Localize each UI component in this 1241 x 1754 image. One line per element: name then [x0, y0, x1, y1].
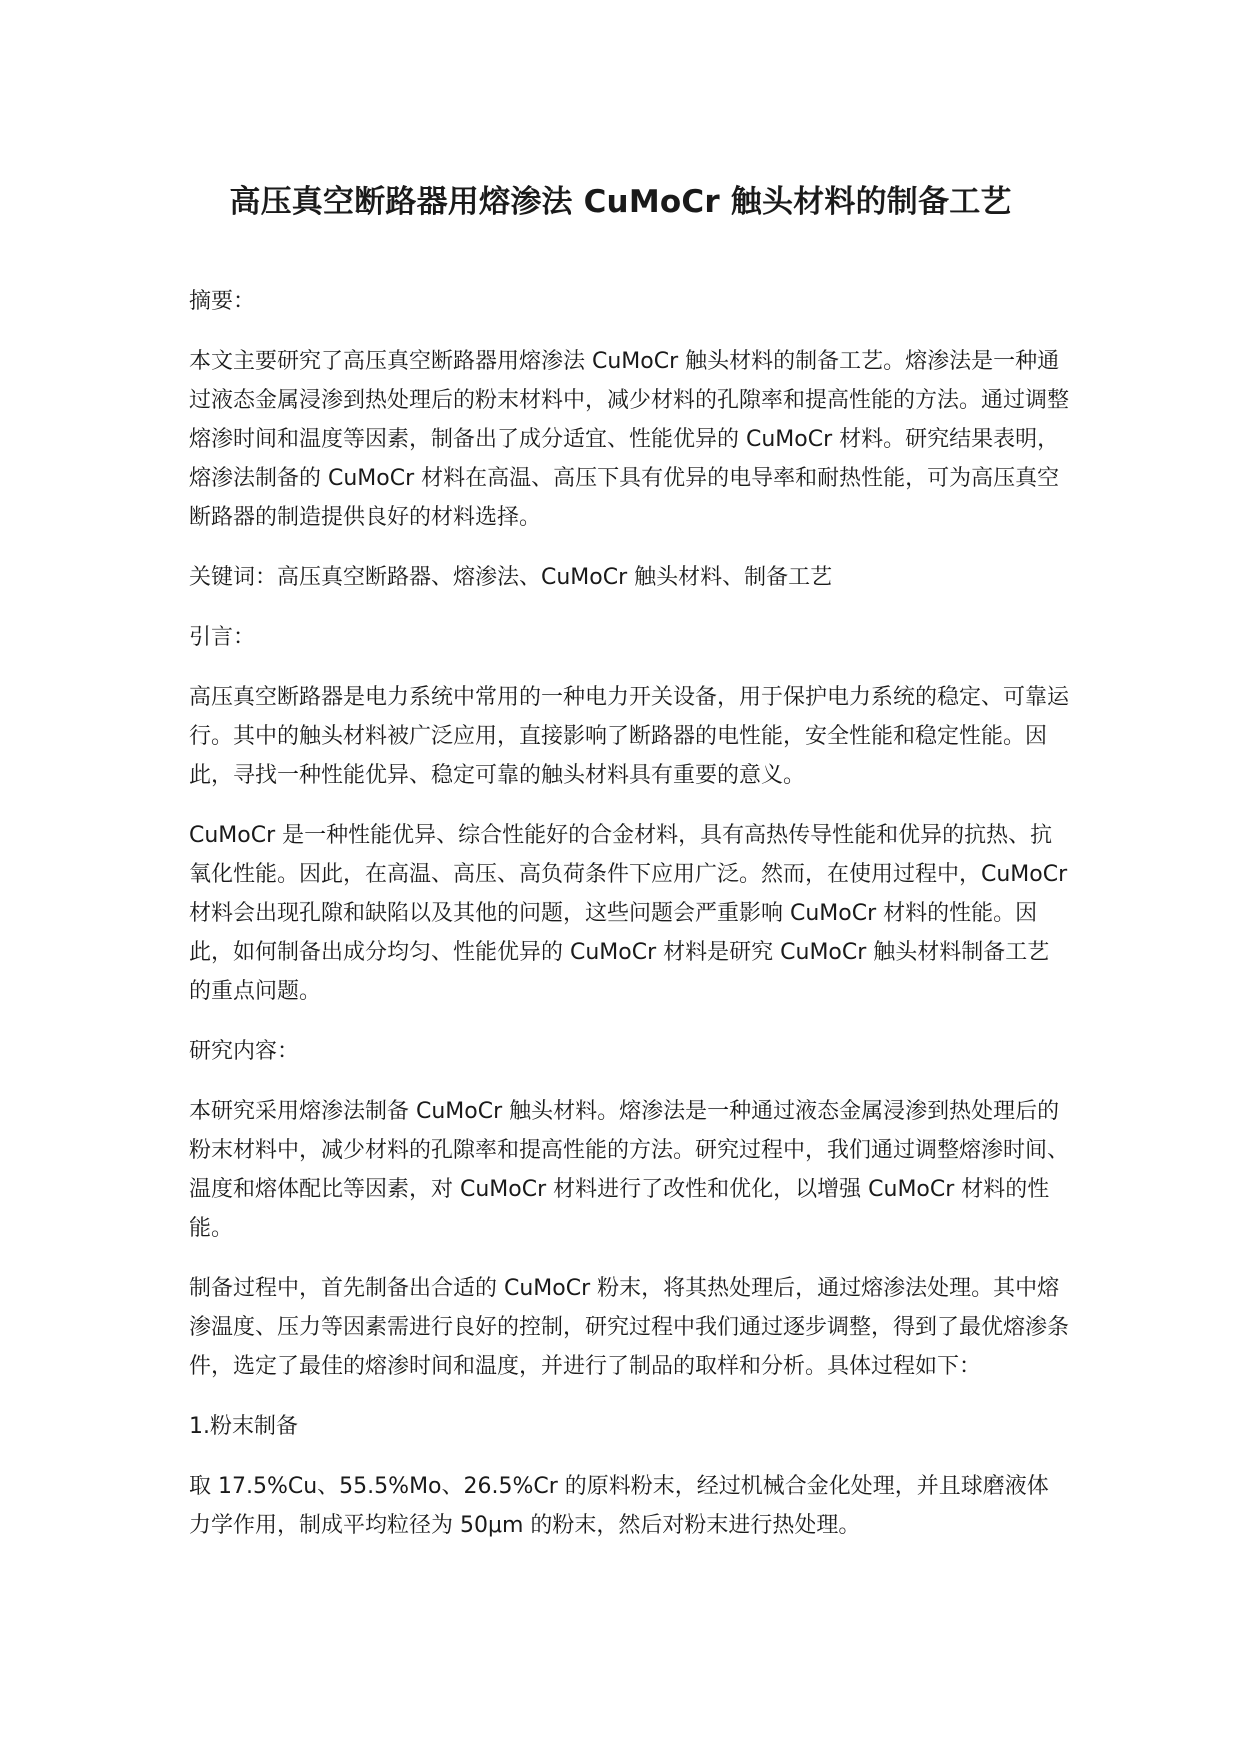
document-title: 高压真空断路器用熔渗法 CuMoCr 触头材料的制备工艺	[229, 184, 1012, 220]
research-paragraph-1: 本研究采用熔渗法制备 CuMoCr 触头材料。熔渗法是一种通过液态金属浸渗到热处理后的粉末材料中，减少材料的孔隙率和提高性能的方法。研究过程中，我们通过调整熔渗时间、温度和熔体配比等因素，对 CuMoCr 材料进行了改性和优化，以增强 CuMoCr 材料的性能。	[189, 1099, 1070, 1241]
research-content-heading: 研究内容：	[189, 1039, 300, 1064]
introduction-paragraph-2: CuMoCr 是一种性能优异、综合性能好的合金材料，具有高热传导性能和优异的抗热、抗氧化性能。因此，在高温、高压、高负荷条件下应用广泛。然而，在使用过程中，CuMoCr 材料会出现孔隙和缺陷以及其他的问题，这些问题会严重影响 CuMoCr 材料的性能。因此，如何制备出成分均匀、性能优异的 CuMoCr 材料是研究 CuMoCr 触头材料制备工艺的重点问题。	[189, 823, 1068, 1004]
introduction-heading: 引言：	[189, 625, 256, 650]
keywords-line: 关键词：高压真空断路器、熔渗法、CuMoCr 触头材料、制备工艺	[189, 565, 833, 590]
step-1-paragraph: 取 17.5%Cu、55.5%Mo、26.5%Cr 的原料粉末，经过机械合金化处理，并且球磨液体力学作用，制成平均粒径为 50μm 的粉末，然后对粉末进行热处理。	[189, 1474, 1049, 1538]
document-body	[189, 282, 1069, 1566]
research-paragraph-2: 制备过程中，首先制备出合适的 CuMoCr 粉末，将其热处理后，通过熔渗法处理。其中熔渗温度、压力等因素需进行良好的控制，研究过程中我们通过逐步调整，得到了最优熔渗条件，选定了最佳的熔渗时间和温度，并进行了制品的取样和分析。具体过程如下：	[189, 1276, 1070, 1379]
abstract-heading: 摘要：	[189, 289, 256, 314]
introduction-paragraph-1: 高压真空断路器是电力系统中常用的一种电力开关设备，用于保护电力系统的稳定、可靠运行。其中的触头材料被广泛应用，直接影响了断路器的电性能，安全性能和稳定性能。因此，寻找一种性能优异、稳定可靠的触头材料具有重要的意义。	[189, 685, 1070, 788]
step-1-heading: 1.粉末制备	[189, 1414, 298, 1439]
abstract-paragraph: 本文主要研究了高压真空断路器用熔渗法 CuMoCr 触头材料的制备工艺。熔渗法是一种通过液态金属浸渗到热处理后的粉末材料中，减少材料的孔隙率和提高性能的方法。通过调整熔渗时间和温度等因素，制备出了成分适宜、性能优异的 CuMoCr 材料。研究结果表明，熔渗法制备的 CuMoCr 材料在高温、高压下具有优异的电导率和耐热性能，可为高压真空断路器的制造提供良好的材料选择。	[189, 349, 1070, 530]
